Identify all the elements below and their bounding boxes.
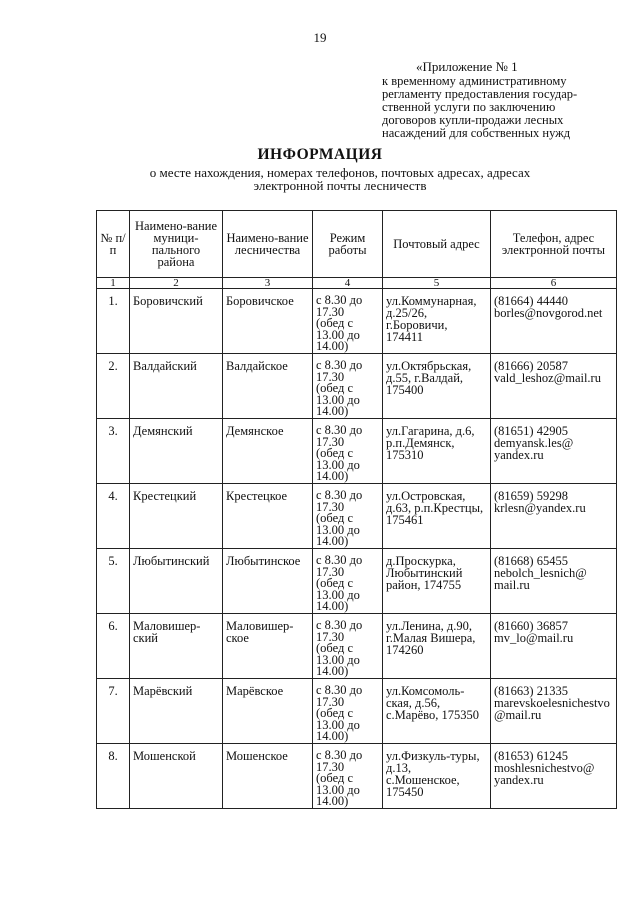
working-hours-line: 17.30 [316, 694, 345, 709]
forestry-name: Валдайское [223, 354, 313, 419]
working-hours [313, 419, 383, 484]
district-name: Крестецкий [130, 484, 223, 549]
contact-info [491, 679, 617, 744]
working-hours-line: с 8.30 до [316, 423, 363, 437]
phone-number: (81651) 42905 [494, 424, 568, 438]
column-number: 2 [130, 278, 223, 289]
row-number: 4. [97, 484, 130, 549]
appendix-note [382, 60, 627, 140]
working-hours-line: с 8.30 до [316, 683, 363, 697]
phone-number: (81653) 61245 [494, 749, 568, 763]
contact-info [491, 419, 617, 484]
forestry-name: Марёвское [223, 679, 313, 744]
postal-address: ул.Ленина, д.90, г.Малая Вишера, 174260 [383, 614, 491, 679]
working-hours-line: с 8.30 до [316, 488, 363, 502]
district-name: Маловишер-ский [130, 614, 223, 679]
district-name: Марёвский [130, 679, 223, 744]
working-hours-line: 14.00) [316, 664, 349, 678]
working-hours-line: 17.30 [316, 499, 345, 514]
email-address: moshlesnichestvo@ [494, 761, 595, 775]
working-hours-line: 17.30 [316, 564, 345, 579]
row-number: 6. [97, 614, 130, 679]
postal-address: ул.Октябрьская, д.55, г.Валдай, 175400 [383, 354, 491, 419]
forestry-name: Любытинское [223, 549, 313, 614]
phone-number: (81668) 65455 [494, 554, 568, 568]
working-hours-line: с 8.30 до [316, 748, 363, 762]
working-hours [313, 354, 383, 419]
email-address: yandex.ru [494, 448, 544, 462]
working-hours-line: (обед с [316, 446, 354, 460]
email-address: krlesn@yandex.ru [494, 501, 586, 515]
row-number: 2. [97, 354, 130, 419]
header-contact: Телефон, адрес электронной почты [491, 211, 617, 278]
postal-address: д.Проскурка, Любытинский район, 174755 [383, 549, 491, 614]
table-row [97, 679, 617, 744]
working-hours-line: 14.00) [316, 599, 349, 613]
phone-number: (81664) 44440 [494, 294, 568, 308]
email-address: borles@novgorod.net [494, 306, 603, 320]
appendix-line: к временному административному [382, 74, 567, 88]
postal-address: ул.Комсомоль-ская, д.56, с.Марёво, 175350 [383, 679, 491, 744]
postal-address: ул.Коммунарная, д.25/26, г.Боровичи, 174411 [383, 289, 491, 354]
contact-info [491, 744, 617, 809]
district-name: Боровичский [130, 289, 223, 354]
working-hours-line: 13.00 до [316, 587, 360, 602]
working-hours-line: (обед с [316, 511, 354, 525]
column-number: 5 [383, 278, 491, 289]
working-hours-line: 17.30 [316, 304, 345, 319]
email-address: marevskoelesnichestvo@mail.ru [494, 696, 610, 722]
forestries-table [96, 210, 617, 809]
working-hours-line: (обед с [316, 771, 354, 785]
header-forestry: Наимено-вание лесничества [223, 211, 313, 278]
working-hours-line: 14.00) [316, 469, 349, 483]
row-number: 3. [97, 419, 130, 484]
header-district: Наимено-вание муници-пального района [130, 211, 223, 278]
working-hours [313, 744, 383, 809]
working-hours-line: (обед с [316, 576, 354, 590]
row-number: 7. [97, 679, 130, 744]
working-hours-line: 13.00 до [316, 652, 360, 667]
appendix-heading: «Приложение № 1 [416, 59, 518, 74]
postal-address: ул.Гагарина, д.6, р.п.Демянск, 175310 [383, 419, 491, 484]
working-hours-line: (обед с [316, 706, 354, 720]
email-address: yandex.ru [494, 773, 544, 787]
document-title: ИНФОРМАЦИЯ [257, 146, 383, 163]
subtitle-line: электронной почты лесничеств [253, 178, 427, 193]
working-hours-line: 17.30 [316, 434, 345, 449]
working-hours-line: 17.30 [316, 629, 345, 644]
working-hours-line: 17.30 [316, 369, 345, 384]
working-hours-line: с 8.30 до [316, 358, 363, 372]
forestry-name: Мошенское [223, 744, 313, 809]
phone-number: (81659) 59298 [494, 489, 568, 503]
appendix-line: ственной услуги по заключению [382, 100, 556, 114]
working-hours-line: 13.00 до [316, 717, 360, 732]
postal-address: ул.Островская, д.63, р.п.Крестцы, 175461 [383, 484, 491, 549]
working-hours-line: 14.00) [316, 404, 349, 418]
working-hours-line: 13.00 до [316, 522, 360, 537]
working-hours [313, 679, 383, 744]
column-number: 6 [491, 278, 617, 289]
table-row [97, 419, 617, 484]
district-name: Демянский [130, 419, 223, 484]
working-hours [313, 289, 383, 354]
contact-info [491, 289, 617, 354]
working-hours-line: (обед с [316, 641, 354, 655]
appendix-line: договоров купли-продажи лесных [382, 113, 564, 127]
working-hours [313, 614, 383, 679]
district-name: Мошенской [130, 744, 223, 809]
table-body [97, 289, 617, 809]
email-address: nebolch_lesnich@ [494, 566, 587, 580]
email-address: demyansk.les@ [494, 436, 574, 450]
column-number: 4 [313, 278, 383, 289]
contact-info [491, 614, 617, 679]
table-row [97, 744, 617, 809]
row-number: 5. [97, 549, 130, 614]
table-row [97, 614, 617, 679]
working-hours-line: 14.00) [316, 534, 349, 548]
working-hours-line: (обед с [316, 316, 354, 330]
email-address: mail.ru [494, 578, 530, 592]
table-row [97, 354, 617, 419]
working-hours-line: 13.00 до [316, 327, 360, 342]
document-subtitle [90, 166, 590, 192]
subtitle-line: о месте нахождения, номерах телефонов, почтовых адресах, адресах [149, 165, 531, 180]
email-address: mv_lo@mail.ru [494, 631, 574, 645]
table-row [97, 484, 617, 549]
district-name: Любытинский [130, 549, 223, 614]
phone-number: (81663) 21335 [494, 684, 568, 698]
working-hours-line: (обед с [316, 381, 354, 395]
header-hours: Режим работы [313, 211, 383, 278]
postal-address: ул.Физкуль-туры, д.13, с.Мошенское, 175450 [383, 744, 491, 809]
working-hours [313, 484, 383, 549]
appendix-line: регламенту предоставления государ- [382, 87, 578, 101]
working-hours-line: с 8.30 до [316, 553, 363, 567]
column-number: 3 [223, 278, 313, 289]
working-hours-line: 13.00 до [316, 457, 360, 472]
working-hours-line: 14.00) [316, 729, 349, 743]
contact-info [491, 354, 617, 419]
forestry-name: Демянское [223, 419, 313, 484]
forestry-name: Маловишер-ское [223, 614, 313, 679]
working-hours-line: с 8.30 до [316, 618, 363, 632]
column-number: 1 [97, 278, 130, 289]
forestry-name: Крестецкое [223, 484, 313, 549]
working-hours-line: 13.00 до [316, 782, 360, 797]
working-hours-line: 13.00 до [316, 392, 360, 407]
phone-number: (81666) 20587 [494, 359, 568, 373]
appendix-line: насаждений для собственных нужд [382, 126, 571, 140]
working-hours [313, 549, 383, 614]
page-number: 19 [313, 30, 327, 45]
district-name: Валдайский [130, 354, 223, 419]
table-row [97, 289, 617, 354]
working-hours-line: с 8.30 до [316, 293, 363, 307]
email-address: vald_leshoz@mail.ru [494, 371, 601, 385]
contact-info [491, 484, 617, 549]
forestry-name: Боровичское [223, 289, 313, 354]
header-address: Почтовый адрес [383, 211, 491, 278]
row-number: 1. [97, 289, 130, 354]
row-number: 8. [97, 744, 130, 809]
header-number: № п/п [97, 211, 130, 278]
working-hours-line: 14.00) [316, 339, 349, 353]
working-hours-line: 17.30 [316, 759, 345, 774]
phone-number: (81660) 36857 [494, 619, 568, 633]
contact-info [491, 549, 617, 614]
working-hours-line: 14.00) [316, 794, 349, 808]
table-row [97, 549, 617, 614]
